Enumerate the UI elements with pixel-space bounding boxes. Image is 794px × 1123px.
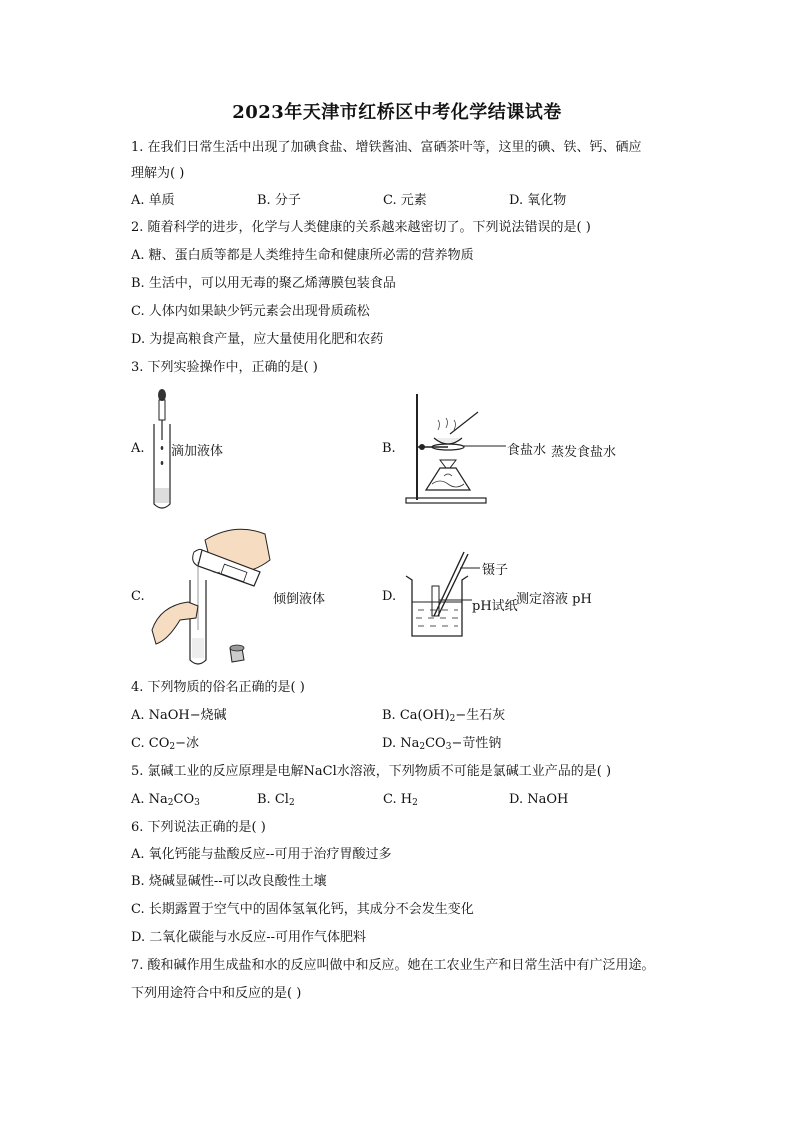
q7-stem-line2: 下列用途符合中和反应的是( )	[131, 986, 302, 1001]
q1-option-c: C. 元素	[383, 193, 427, 208]
q3-option-c-letter: C.	[131, 589, 145, 604]
q4-option-c: C. $CO_2-$冰	[131, 736, 199, 752]
q3-option-d-letter: D.	[382, 589, 397, 604]
q1-option-b: B. 分子	[257, 193, 301, 208]
q3-option-d-label-tweezers: 镊子	[482, 563, 509, 578]
q1-option-a: A. 单质	[131, 193, 175, 208]
q1-option-d: D. 氧化物	[509, 193, 567, 208]
page-title: 2023年天津市红桥区中考化学结课试卷	[232, 102, 562, 123]
q6-option-b: B. 烧碱显碱性--可以改良酸性土壤	[131, 874, 327, 889]
q3-option-a-caption: 滴加液体	[171, 444, 224, 459]
pouring-figure	[150, 520, 275, 670]
q5-option-d: D. NaOH	[509, 792, 569, 807]
q3-option-a-letter: A.	[131, 441, 145, 456]
q6-option-c: C. 长期露置于空气中的固体氢氧化钙，其成分不会发生变化	[131, 902, 474, 917]
q4-option-b: B. $Ca(OH)_2-$生石灰	[382, 708, 506, 724]
q2-option-d: D. 为提高粮食产量，应大量使用化肥和农药	[131, 332, 384, 347]
q4-stem: 4. 下列物质的俗名正确的是( )	[131, 680, 305, 695]
q2-stem: 2. 随着科学的进步，化学与人类健康的关系越来越密切了。下列说法错误的是( )	[131, 220, 591, 235]
q6-option-a: A. 氧化钙能与盐酸反应--可用于治疗胃酸过多	[131, 847, 392, 862]
q6-option-d: D. 二氧化碳能与水反应--可用作气体肥料	[131, 930, 367, 945]
q5-option-c: C. $H_2$	[383, 792, 418, 808]
q3-option-d-label-ph-paper: pH试纸	[472, 599, 518, 614]
q3-option-c-caption: 倾倒液体	[273, 592, 326, 607]
q5-option-b: B. $Cl_2$	[257, 792, 295, 808]
q3-option-d-caption: 测定溶液 pH	[516, 592, 592, 607]
q5-option-a: A. $Na_2CO_3$	[131, 792, 200, 808]
q3-option-b-caption: 蒸发食盐水	[551, 445, 617, 460]
q4-option-a: A. NaOH−烧碱	[131, 708, 227, 723]
q2-option-a: A. 糖、蛋白质等都是人类维持生命和健康所必需的营养物质	[131, 248, 474, 263]
q1-stem-line2: 理解为( )	[131, 166, 185, 181]
q6-stem: 6. 下列说法正确的是( )	[131, 820, 266, 835]
q5-stem: 5. 氯碱工业的反应原理是电解NaCl水溶液，下列物质不可能是氯碱工业产品的是( )	[131, 764, 612, 779]
q1-stem-line1: 1. 在我们日常生活中出现了加碘食盐、增铁酱油、富硒茶叶等，这里的碘、铁、钙、硒应	[131, 140, 642, 155]
q2-option-c: C. 人体内如果缺少钙元素会出现骨质疏松	[131, 304, 370, 319]
q3-option-b-label-saltwater: 食盐水	[507, 443, 547, 458]
q4-option-d: D. $Na_2CO_3-$苛性钠	[382, 736, 502, 752]
q7-stem-line1: 7. 酸和碱作用生成盐和水的反应叫做中和反应。她在工农业生产和日常生活中有广泛用途。	[131, 958, 655, 973]
q3-option-b-letter: B.	[382, 441, 396, 456]
q3-stem: 3. 下列实验操作中，正确的是( )	[131, 360, 318, 375]
evaporation-figure	[400, 390, 510, 506]
q2-option-b: B. 生活中，可以用无毒的聚乙烯薄膜包装食品	[131, 276, 396, 291]
